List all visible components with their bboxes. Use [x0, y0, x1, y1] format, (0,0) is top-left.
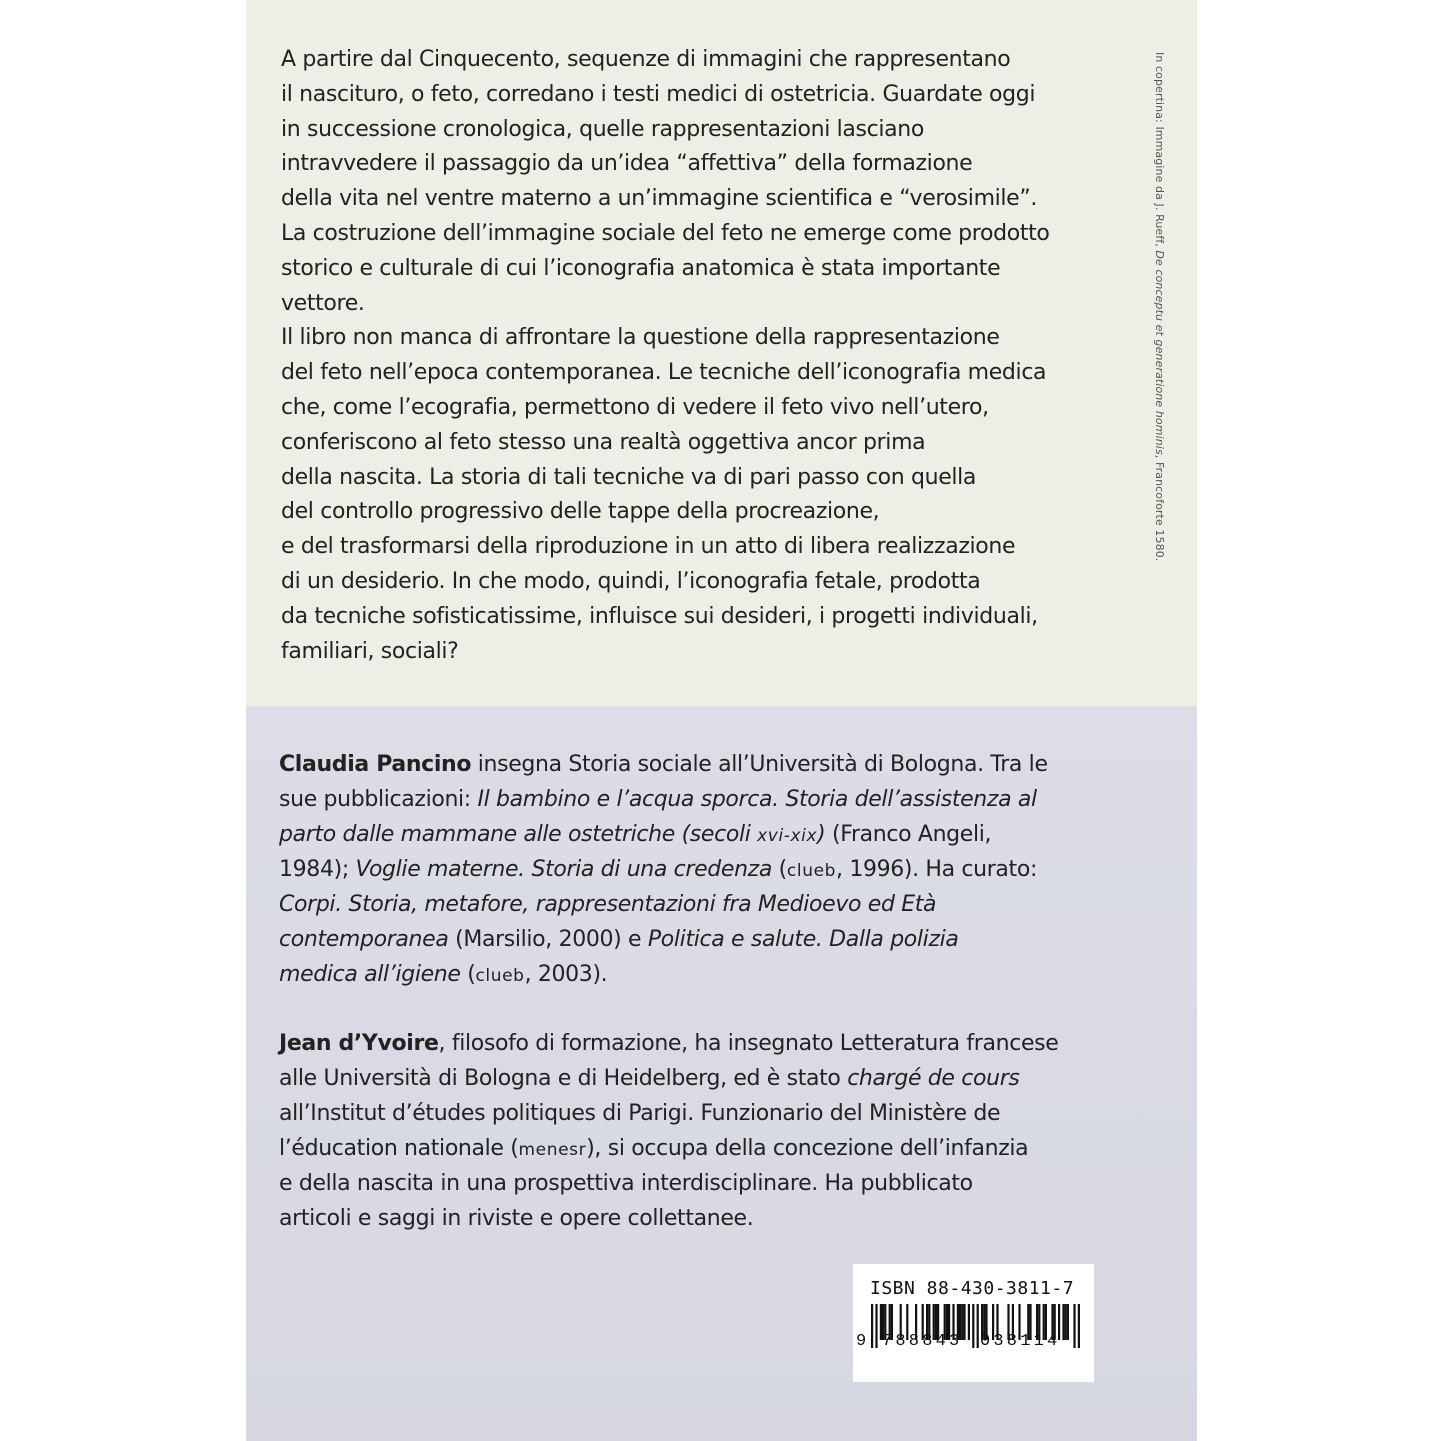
synopsis-line: Il libro non manca di affrontare la questione della rappresentazione [281, 325, 1000, 351]
synopsis-line: A partire dal Cinquecento, sequenze di immagini che rappresentano [281, 47, 1011, 72]
synopsis-line: il nascituro, o feto, corredano i testi medici di ostetricia. Guardate oggi [281, 81, 1036, 107]
barcode-bar [963, 1304, 965, 1340]
barcode-bar [968, 1304, 970, 1340]
author-bio-pancino [279, 747, 1048, 992]
barcode-bar [1078, 1304, 1080, 1348]
synopsis-line: conferiscono al feto stesso una realtà oggettiva ancor prima [281, 429, 926, 455]
author-bio-dyvoire [279, 1026, 1059, 1236]
author-name: Claudia Pancino [279, 752, 472, 777]
barcode-digits-left: 788843 [882, 1332, 963, 1351]
bio-line: contemporanea (Marsilio, 2000) e Politica e salute. Dalla polizia [279, 927, 959, 952]
synopsis-line: e del trasformarsi della riproduzione in un atto di libera realizzazione [281, 534, 1016, 560]
synopsis-line: del feto nell’epoca contemporanea. Le tecniche dell’iconografia medica [281, 360, 1047, 386]
author-name: Jean d’Yvoire [279, 1031, 439, 1056]
synopsis-line: della vita nel ventre materno a un’immagine scientifica e “verosimile”. [281, 186, 1038, 212]
cover-image-credit: In copertina: Immagine da J. Rueff, De conceptu et generatione hominis, Francoforte 1580. [1153, 52, 1166, 562]
barcode-digits-right: 038114 [980, 1332, 1061, 1351]
synopsis-line: della nascita. La storia di tali tecniche va di pari passo con quella [281, 464, 977, 490]
bio-line: parto dalle mammane alle ostetriche (secoli xvi-xix) (Franco Angeli, [279, 822, 992, 847]
synopsis-line: vettore. [281, 290, 365, 316]
bio-line: articoli e saggi in riviste e opere collettanee. [279, 1206, 754, 1231]
barcode-bar [1073, 1304, 1075, 1348]
barcode-bar [1065, 1304, 1067, 1340]
barcode-bar [972, 1304, 974, 1348]
synopsis-line: in successione cronologica, quelle rappresentazioni lasciano [281, 116, 924, 142]
bio-line: Claudia Pancino insegna Storia sociale all’Università di Bologna. Tra le [279, 752, 1048, 777]
bio-line: sue pubblicazioni: Il bambino e l’acqua sporca. Storia dell’assistenza al [279, 787, 1037, 812]
bio-line: 1984); Voglie materne. Storia di una credenza (clueb, 1996). Ha curato: [279, 857, 1038, 882]
bio-line: Corpi. Storia, metafore, rappresentazioni fra Medioevo ed Età [279, 892, 937, 917]
bio-line: Jean d’Yvoire, filosofo di formazione, ha insegnato Letteratura francese [279, 1031, 1059, 1056]
barcode-bar [977, 1304, 979, 1348]
bio-line: alle Università di Bologna e di Heidelberg, ed è stato chargé de cours [279, 1066, 1020, 1091]
synopsis-line: da tecniche sofisticatissime, influisce sui desideri, i progetti individuali, [281, 603, 1038, 629]
barcode-bar [871, 1304, 873, 1348]
bio-line: all’Institut d’études politiques di Parigi. Funzionario del Ministère de [279, 1101, 1001, 1126]
synopsis-line: che, come l’ecografia, permettono di vedere il feto vivo nell’utero, [281, 394, 989, 420]
synopsis-line: di un desiderio. In che modo, quindi, l’iconografia fetale, prodotta [281, 568, 981, 594]
synopsis-line: familiari, sociali? [281, 638, 459, 664]
synopsis-line: La costruzione dell’immagine sociale del feto ne emerge come prodotto [281, 220, 1050, 246]
bio-line: l’éducation nationale (menesr), si occupa della concezione dell’infanzia [279, 1136, 1029, 1161]
barcode-bar [875, 1304, 877, 1348]
isbn-barcode-box [853, 1264, 1094, 1382]
barcode-bar [1062, 1304, 1064, 1340]
synopsis-line: del controllo progressivo delle tappe della procreazione, [281, 499, 880, 525]
synopsis-line: storico e culturale di cui l’iconografia anatomica è stata importante [281, 255, 1001, 281]
synopsis-panel [246, 0, 1197, 706]
barcode-bar [1067, 1304, 1069, 1340]
barcode-digit-lead: 9 [856, 1332, 867, 1351]
bio-line: medica all’igiene (clueb, 2003). [279, 962, 608, 987]
synopsis-text [281, 43, 1050, 669]
synopsis-line: intravvedere il passaggio da un’idea “affettiva” della formazione [281, 151, 973, 177]
book-back-cover [246, 0, 1197, 1441]
isbn-number: ISBN 88-430-3811-7 [870, 1278, 1075, 1299]
bio-line: e della nascita in una prospettiva interdisciplinare. Ha pubblicato [279, 1171, 973, 1196]
